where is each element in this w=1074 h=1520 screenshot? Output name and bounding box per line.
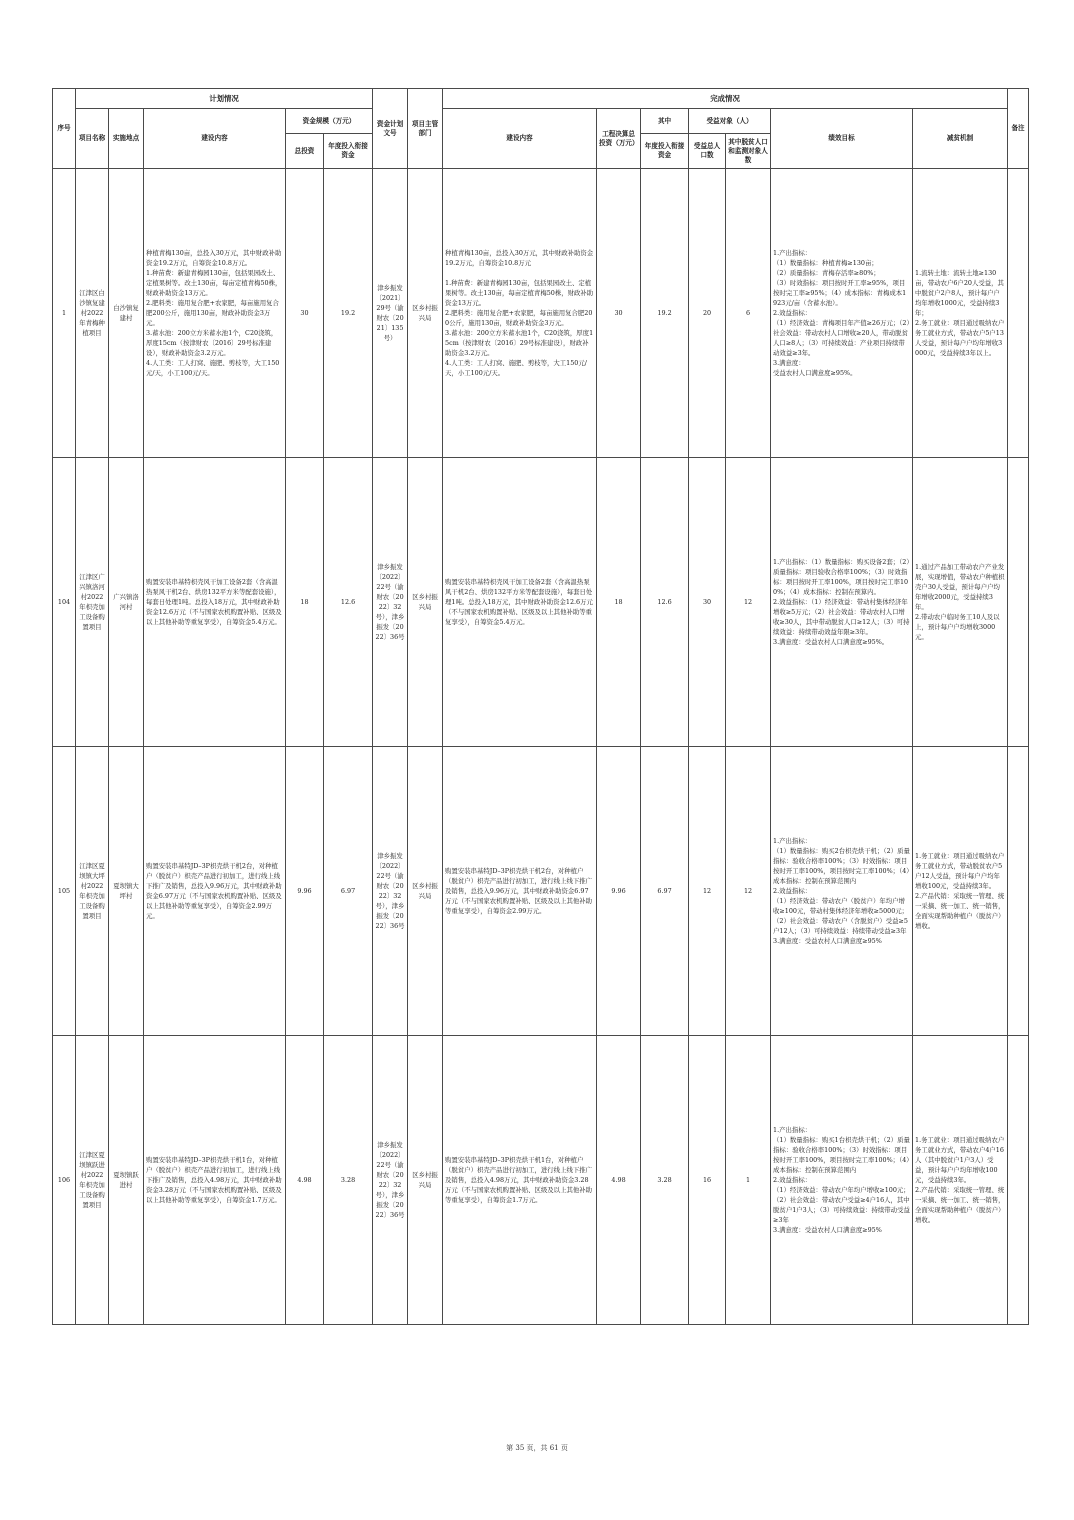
plan-doc-no-cell: 津乡振发〔2022〕22号（渝财农〔2022〕32号），津乡振发〔2022〕36号	[373, 747, 408, 1036]
final-total-cell: 18	[597, 458, 641, 747]
header-plan-group: 计划情况	[76, 89, 373, 109]
beneficiary-total-cell: 16	[689, 1036, 726, 1325]
dept-cell: 区乡村振兴局	[408, 747, 443, 1036]
header-mechanism: 减贫机制	[913, 109, 1008, 169]
project-name-cell: 江津区夏坝镇大坪村2022年枳壳加工设备购置项目	[76, 747, 109, 1036]
plan-content-cell: 种植青梅130亩，总投入30万元，其中财政补助资金19.2万元，自筹资金10.8万元。 1.种苗费：新建青梅园130亩，包括果园改土、定植果树等。改土130亩，每亩定植青梅50株，财政补助资金13万元。 2.肥料类：施用复合肥+农家肥，每亩施用复合肥200公斤，施用130亩，财政补助资金3万元。 3.蓄水池：200立方米蓄水池1个，C20浇筑，厚度15cm（按津财农〔2016〕29号标准建设），财政补助资金3.2万元。 4.人工类：工人打窝、施肥、剪枝等，大工150元/天，小工100元/天。	[144, 169, 286, 458]
beneficiary-total-cell: 12	[689, 747, 726, 1036]
total-investment-cell: 30	[286, 169, 324, 458]
beneficiary-poor-cell: 12	[726, 458, 771, 747]
final-total-cell: 4.98	[597, 1036, 641, 1325]
final-total-cell: 9.96	[597, 747, 641, 1036]
plan-doc-no-cell: 津乡振发〔2022〕22号（渝财农〔2022〕32号），津乡振发〔2022〕36号	[373, 1036, 408, 1325]
total-investment-cell: 18	[286, 458, 324, 747]
header-done-group: 完成情况	[443, 89, 1008, 109]
done-content-cell: 购置安装串基特JD–3P枳壳烘干机1台，对种植户（脱贫户）枳壳产品进行初加工，进行线上线下推广及销售，总投入4.98万元，其中财政补助资金3.28万元（不与国家农机购置补贴、区级及以上其他补助等重复享受），自筹资金1.7万元。	[443, 1036, 597, 1325]
dept-cell: 区乡村振兴局	[408, 169, 443, 458]
header-beneficiary-poor: 其中脱贫人口和监测对象人数	[726, 134, 771, 169]
table-body	[53, 169, 1029, 1325]
plan-content-cell: 购置安装串基特JD–3P枳壳烘干机2台，对种植户（脱贫户）枳壳产品进行初加工，进行线上线下推广及销售，总投入9.96万元，其中财政补助资金6.97万元（不与国家农机购置补贴、区级及以上其他补助等重复享受），自筹资金2.99万元。	[144, 747, 286, 1036]
done-content-cell: 购置安装串基特JD–3P枳壳烘干机2台，对种植户（脱贫户）枳壳产品进行初加工，进行线上线下推广及销售，总投入9.96万元，其中财政补助资金6.97万元（不与国家农机购置补贴、区级及以上其他补助等重复享受），自筹资金2.99万元。	[443, 747, 597, 1036]
mechanism-cell: 1.通过产品加工带动农户产业发展，实现增值，带动农户种植枳壳户30人受益，预计每户户均年增收2000元，受益持续3年。 2.带动农户临时务工10人及以上，预计每户户均增收3000元。	[913, 458, 1008, 747]
location-cell: 白沙镇复建村	[109, 169, 144, 458]
table-row	[53, 747, 1029, 1036]
page-number: 第 35 页，共 61 页	[506, 1444, 568, 1452]
header-plan-content: 建设内容	[144, 109, 286, 169]
seq-cell: 106	[53, 1036, 76, 1325]
location-cell: 夏坝镇跃进村	[109, 1036, 144, 1325]
header-performance: 绩效目标	[771, 109, 913, 169]
dept-cell: 区乡村振兴局	[408, 458, 443, 747]
remark-cell	[1008, 458, 1029, 747]
seq-cell: 105	[53, 747, 76, 1036]
header-location: 实施地点	[109, 109, 144, 169]
annual-funds-cell: 19.2	[324, 169, 373, 458]
location-cell: 夏坝镇大坪村	[109, 747, 144, 1036]
header-done-content: 建设内容	[443, 109, 597, 169]
beneficiary-poor-cell: 1	[726, 1036, 771, 1325]
header-remark: 备注	[1008, 89, 1029, 169]
performance-cell: 1.产出指标：（1）数量指标：购买设备2套；（2）质量指标：项目验收合格率100%；（3）时效指标：项目按时开工率100%，项目按时完工率100%；（4）成本指标：控制在预算内。 2.效益指标：（1）经济效益：带动村集体经济年增收≥5万元；（2）社会效益：带动农村人口增收≥30人，其中带动脱贫人口≥12人；（3）可持续效益：持续带动效益年限≥3年。 3.满意度：受益农村人口满意度≥95%。	[771, 458, 913, 747]
header-beneficiary-total: 受益总人口数	[689, 134, 726, 169]
done-annual-funds-cell: 6.97	[641, 747, 689, 1036]
header-of-which: 其中	[641, 109, 689, 134]
project-name-cell: 江津区白沙镇复建村2022年青梅种植项目	[76, 169, 109, 458]
header-project-name: 项目名称	[76, 109, 109, 169]
annual-funds-cell: 12.6	[324, 458, 373, 747]
performance-cell: 1.产出指标： （1）数量指标：购买2台枳壳烘干机；（2）质量指标：验收合格率100%；（3）时效指标：项目按时开工率100%，项目按时完工率100%；（4）成本指标：控制在预算范围内 2.效益指标： （1）经济效益：带动农户（脱贫户）年均户增收≥100元，带动村集体经济年增收≥5000元；（2）社会效益：带动农户（含脱贫户）受益≥5户12人；（3）可持续效益：持续带动受益≥3年 3.满意度：受益农村人口满意度≥95%	[771, 747, 913, 1036]
beneficiary-poor-cell: 6	[726, 169, 771, 458]
done-annual-funds-cell: 19.2	[641, 169, 689, 458]
header-done-annual-funds: 年度投入衔接资金	[641, 134, 689, 169]
header-beneficiaries: 受益对象（人）	[689, 109, 771, 134]
header-total-investment: 总投资	[286, 134, 324, 169]
location-cell: 广兴镇洛河村	[109, 458, 144, 747]
table-header	[53, 89, 1029, 169]
table-row	[53, 1036, 1029, 1325]
plan-doc-no-cell: 津乡振发〔2022〕22号（渝财农〔2022〕32号），津乡振发〔2022〕36号	[373, 458, 408, 747]
dept-cell: 区乡村振兴局	[408, 1036, 443, 1325]
table-row	[53, 169, 1029, 458]
done-content-cell: 种植青梅130亩，总投入30万元，其中财政补助资金19.2万元，自筹资金10.8万元 1.种苗费：新建青梅园130亩，包括果园改土、定植果树等。改土130亩，每亩定植青梅50株，财政补助资金13万元。 2.肥料类：施用复合肥+农家肥，每亩施用复合肥200公斤，施用130亩，财政补助资金3万元。 3.蓄水池：200立方米蓄水池1个，C20浇筑，厚度15cm（按津财农〔2016〕29号标准建设），财政补助资金3.2万元。 4.人工类：工人打窝、施肥、剪枝等，大工150元/天，小工100元/天。	[443, 169, 597, 458]
mechanism-cell: 1.务工就业：项目通过吸纳农户务工就业方式，带动脱贫农户5户12人受益，预计每户户均年增收100元，受益持续3年。 2.产品代销：采取统一管理、统一采摘、统一加工、统一销售，全面实现帮助种植户（脱贫户）增收。	[913, 747, 1008, 1036]
done-content-cell: 购置安装串基特枳壳风干加工设备2套（含高温热泵风干机2台、烘房132平方米等配套设施），每套日处理1吨。总投入18万元，其中财政补助资金12.6万元（不与国家农机购置补贴、区级及以上其他补助等重复享受），自筹资金5.4万元。	[443, 458, 597, 747]
annual-funds-cell: 6.97	[324, 747, 373, 1036]
header-fund-scale: 资金规模（万元）	[286, 109, 373, 134]
beneficiary-poor-cell: 12	[726, 747, 771, 1036]
plan-content-cell: 购置安装串基特JD–3P枳壳烘干机1台，对种植户（脱贫户）枳壳产品进行初加工，进行线上线下推广及销售，总投入4.98万元，其中财政补助资金3.28万元（不与国家农机购置补贴、区级及以上其他补助等重复享受），自筹资金1.7万元。	[144, 1036, 286, 1325]
project-name-cell: 江津区广兴镇洛河村2022年枳壳加工设备购置项目	[76, 458, 109, 747]
performance-cell: 1.产出指标： （1）数量指标：购买1台枳壳烘干机；（2）质量指标：验收合格率100%；（3）时效指标：项目按时开工率100%，项目按时完工率100%；（4）成本指标：控制在预算范围内 2.效益指标： （1）经济效益：带动农户年均户增收≥100元；（2）社会效益：带动农户受益≥4户16人，其中脱贫户1户3人；（3）可持续效益：持续带动受益≥3年 3.满意度：受益农村人口满意度≥95%	[771, 1036, 913, 1325]
performance-cell: 1.产出指标： （1）数量指标：种植青梅≥130亩； （2）质量指标：青梅存活率≥80%； （3）时效指标：项目按时开工率≥95%，项目按时完工率≥95%；（4）成本指标：青梅成本1923元/亩（含蓄水池）。 2.效益指标： （1）经济效益：青梅项目年产值≥26万元；（2）社会效益：带动农村人口增收≥20人，带动脱贫人口≥8人；（3）可持续效益：产业项目持续带动效益≥3年。 3.满意度： 受益农村人口满意度≥95%。	[771, 169, 913, 458]
remark-cell	[1008, 1036, 1029, 1325]
header-annual-funds: 年度投入衔接资金	[324, 134, 373, 169]
header-final-total: 工程决算总投资（万元）	[597, 109, 641, 169]
mechanism-cell: 1.务工就业：项目通过吸纳农户务工就业方式，带动农户4户16人（其中脱贫户1户3人）受益，预计每户户均年增收100元，受益持续3年。 2.产品代销：采取统一管理、统一采摘、统一加工、统一销售，全面实现帮助种植户（脱贫户）增收。	[913, 1036, 1008, 1325]
seq-cell: 104	[53, 458, 76, 747]
project-name-cell: 江津区夏坝镇跃进村2022年枳壳加工设备购置项目	[76, 1036, 109, 1325]
header-plan-doc-no: 资金计划文号	[373, 89, 408, 169]
remark-cell	[1008, 169, 1029, 458]
final-total-cell: 30	[597, 169, 641, 458]
mechanism-cell: 1.流转土地：流转土地≥130亩，带动农户6户20人受益，其中脱贫户2户8人，预计每户户均年增收1000元，受益持续3年； 2.务工就业：项目通过吸纳农户务工就业方式，带动农户5户13人受益，预计每户户均年增收3000元，受益持续3年以上。	[913, 169, 1008, 458]
table-row	[53, 458, 1029, 747]
done-annual-funds-cell: 12.6	[641, 458, 689, 747]
header-seq: 序号	[53, 89, 76, 169]
total-investment-cell: 9.96	[286, 747, 324, 1036]
project-table	[52, 88, 1029, 1325]
done-annual-funds-cell: 3.28	[641, 1036, 689, 1325]
total-investment-cell: 4.98	[286, 1036, 324, 1325]
header-dept: 项目主管部门	[408, 89, 443, 169]
seq-cell: 1	[53, 169, 76, 458]
beneficiary-total-cell: 20	[689, 169, 726, 458]
annual-funds-cell: 3.28	[324, 1036, 373, 1325]
plan-content-cell: 购置安装串基特枳壳风干加工设备2套（含高温热泵风干机2台、烘房132平方米等配套设施），每套日处理1吨。总投入18万元，其中财政补助资金12.6万元（不与国家农机购置补贴、区级及以上其他补助等重复享受），自筹资金5.4万元。	[144, 458, 286, 747]
beneficiary-total-cell: 30	[689, 458, 726, 747]
plan-doc-no-cell: 津乡振发〔2021〕29号（渝财农〔2021〕135号）	[373, 169, 408, 458]
remark-cell	[1008, 747, 1029, 1036]
